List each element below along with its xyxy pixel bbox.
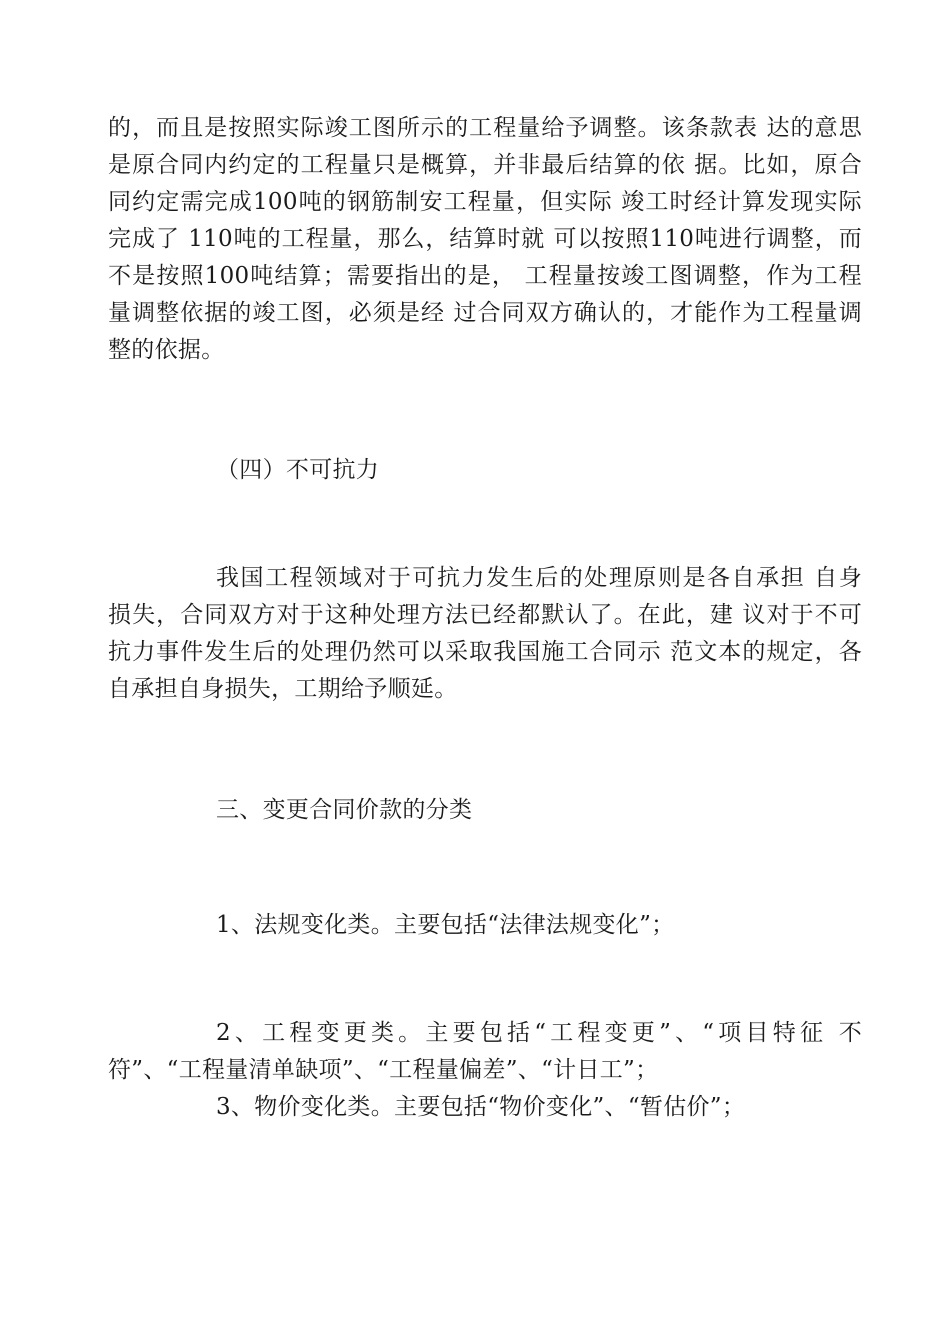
paragraph2-line-3: 抗力事件发生后的处理仍然可以采取我国施工合同示 范文本的规定，各 [108, 639, 862, 665]
paragraph1-line-5: 不是按照100吨结算；需要指出的是， 工程量按竣工图调整，作为工程 [108, 263, 862, 289]
paragraph1-line-2: 是原合同内约定的工程量只是概算，并非最后结算的依 据。比如，原合 [108, 152, 862, 178]
paragraph2-line-2: 损失，合同双方对于这种处理方法已经都默认了。在此，建 议对于不可 [108, 602, 862, 628]
paragraph2-line-1: 我国工程领域对于可抗力发生后的处理原则是各自承担 自身 [216, 565, 862, 591]
paragraph1-line-7: 整的依据。 [108, 337, 225, 363]
paragraph1-line-6: 量调整依据的竣工图，必须是经 过合同双方确认的，才能作为工程量调 [108, 300, 862, 326]
list-item-2-line-1: 2、工程变更类。主要包括“工程变更”、“项目特征 不 [216, 1020, 862, 1046]
list-item-1: 1、法规变化类。主要包括“法律法规变化”； [216, 912, 675, 938]
paragraph1-line-1: 的，而且是按照实际竣工图所示的工程量给予调整。该条款表 达的意思 [108, 115, 862, 141]
paragraph1-line-4: 完成了 110吨的工程量，那么，结算时就 可以按照110吨进行调整，而 [108, 226, 862, 252]
heading-force-majeure: （四）不可抗力 [216, 457, 380, 483]
heading-section-3: 三、变更合同价款的分类 [216, 797, 473, 823]
list-item-3: 3、物价变化类。主要包括“物价变化”、“暂估价”； [216, 1094, 746, 1120]
list-item-2-line-2: 符”、“工程量清单缺项”、“工程量偏差”、“计日工”； [108, 1057, 659, 1083]
paragraph1-line-3: 同约定需完成100吨的钢筋制安工程量，但实际 竣工时经计算发现实际 [108, 189, 862, 215]
paragraph2-line-4: 自承担自身损失，工期给予顺延。 [108, 676, 458, 702]
